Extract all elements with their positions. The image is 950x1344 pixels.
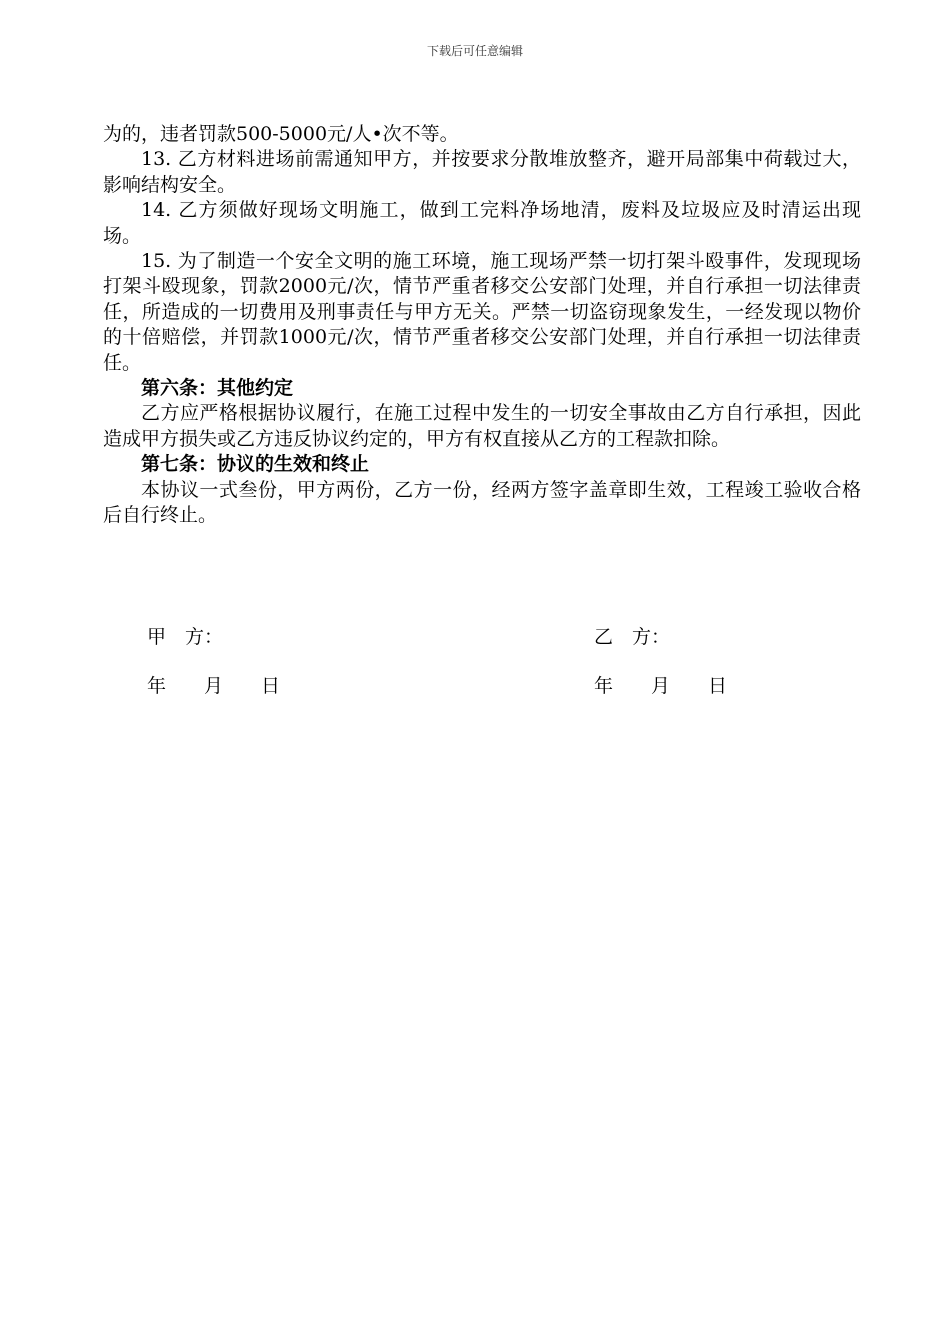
paragraph-penalty-continued: 为的，违者罚款500-5000元/人•次不等。 <box>103 123 459 145</box>
header-note: 下载后可任意编辑 <box>426 44 523 58</box>
party-a-date: 年 月 日 <box>147 675 281 697</box>
section-7-text: 本协议一式叁份，甲方两份，乙方一份，经两方签字盖章即生效，工程竣工验收合格后自行终止。 <box>103 478 861 527</box>
section-6-text: 乙方应严格根据协议履行，在施工过程中发生的一切安全事故由乙方自行承担，因此造成甲方损失或乙方违反协议约定的，甲方有权直接从乙方的工程款扣除。 <box>103 402 861 450</box>
clause-15: 15. 为了制造一个安全文明的施工环境，施工现场严禁一切打架斗殴事件，发现现场打架斗殴现象，罚款2000元/次，情节严重者移交公安部门处理，并自行承担一切法律责任，所造成的一切费用及刑事责任与甲方无关。严禁一切盗窃现象发生，一经发现以物价的十倍赔偿，并罚款1000元/次，情节严重者移交公安部门处理，并自行承担一切法律责任。 <box>103 250 861 374</box>
section-heading-7: 第七条：协议的生效和终止 <box>141 453 370 476</box>
party-b-date: 年 月 日 <box>594 675 728 697</box>
party-b-label: 乙 方： <box>594 626 671 648</box>
clause-13: 13. 乙方材料进场前需通知甲方，并按要求分散堆放整齐，避开局部集中荷载过大，影响结构安全。 <box>103 148 861 196</box>
party-a-label: 甲 方： <box>147 626 224 648</box>
clause-14: 14. 乙方须做好现场文明施工，做到工完料净场地清，废料及垃圾应及时清运出现场。 <box>103 199 861 247</box>
document-body <box>103 122 861 529</box>
section-heading-6: 第六条：其他约定 <box>141 377 294 400</box>
